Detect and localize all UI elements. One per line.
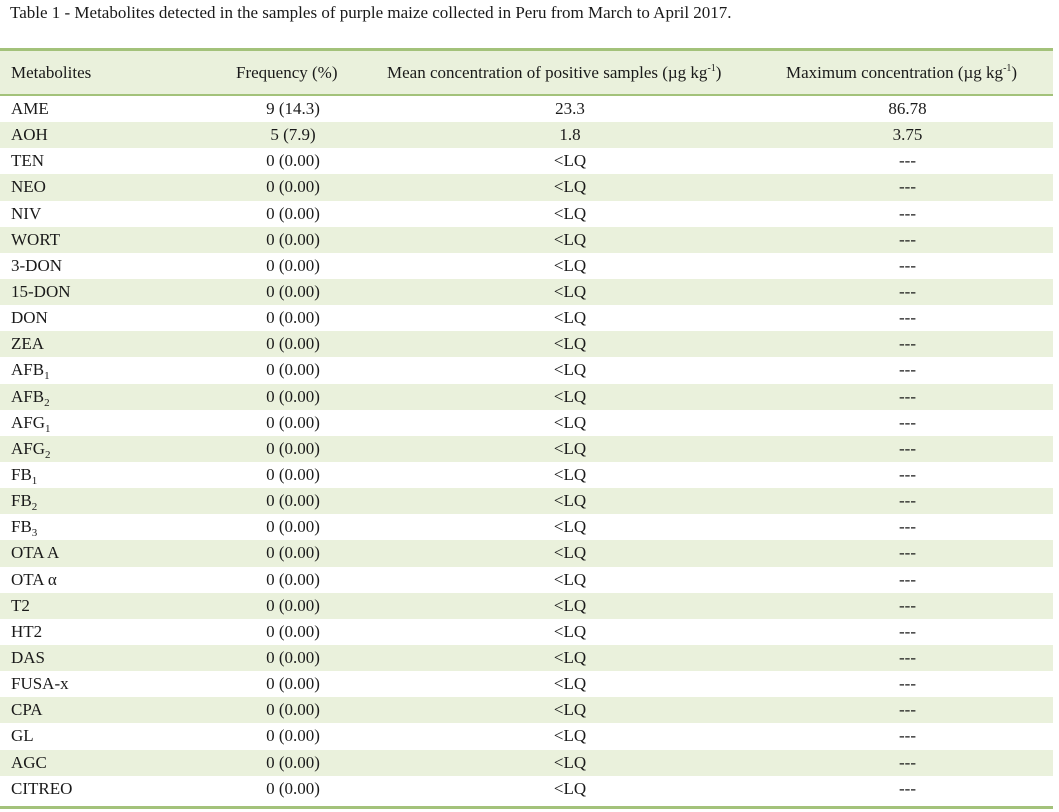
header-metabolites: Metabolites: [11, 63, 92, 82]
cell-mean-concentration: <LQ: [553, 778, 587, 798]
cell-frequency: 0 (0.00): [266, 229, 320, 249]
cell-max-concentration: ---: [899, 778, 916, 798]
table-header: [0, 51, 1053, 94]
cell-max-concentration: ---: [899, 203, 916, 223]
cell-max-concentration: ---: [899, 151, 916, 171]
cell-mean-concentration: <LQ: [553, 360, 587, 380]
table-caption: Table 1 - Metabolites detected in the samples of purple maize collected in Peru from March to April 2017.: [10, 3, 732, 22]
cell-mean-concentration: <LQ: [553, 255, 587, 275]
cell-mean-concentration: <LQ: [553, 569, 587, 589]
table-row: [0, 462, 1053, 488]
cell-metabolite: [11, 253, 62, 279]
cell-mean-concentration: <LQ: [553, 308, 587, 328]
metabolite-name: T2: [11, 595, 30, 615]
cell-metabolite: [11, 410, 51, 436]
cell-mean-concentration: 1.8: [559, 125, 581, 145]
cell-frequency: 0 (0.00): [266, 700, 320, 720]
cell-max-concentration: ---: [899, 386, 916, 406]
cell-mean-concentration: <LQ: [553, 595, 587, 615]
table-row: [0, 357, 1053, 383]
cell-frequency: 0 (0.00): [266, 438, 320, 458]
cell-mean-concentration: <LQ: [553, 438, 587, 458]
cell-metabolite: [11, 201, 41, 227]
header-mean-concentration: [387, 51, 721, 94]
table-row: [0, 148, 1053, 174]
cell-metabolite: [11, 514, 37, 540]
cell-max-concentration: ---: [899, 726, 916, 746]
metabolite-name: FB: [11, 491, 32, 511]
table-row: [0, 540, 1053, 566]
header-mean-sup: -1: [707, 63, 716, 74]
cell-max-concentration: 86.78: [888, 99, 927, 118]
cell-max-concentration: ---: [899, 595, 916, 615]
cell-frequency: 0 (0.00): [266, 778, 320, 798]
table-row: [0, 723, 1053, 749]
metabolite-name: AGC: [11, 752, 47, 772]
cell-max-concentration: 3.75: [892, 125, 923, 145]
cell-frequency: 0 (0.00): [266, 517, 320, 537]
cell-metabolite: [11, 540, 59, 566]
metabolite-name: CPA: [11, 700, 43, 720]
cell-metabolite: [11, 148, 44, 174]
cell-frequency: 0 (0.00): [266, 360, 320, 380]
cell-metabolite: [11, 619, 42, 645]
cell-metabolite: [11, 462, 37, 488]
cell-mean-concentration: <LQ: [553, 726, 587, 746]
cell-max-concentration: ---: [899, 255, 916, 275]
cell-max-concentration: ---: [899, 543, 916, 563]
metabolite-name: WORT: [11, 229, 61, 249]
metabolite-name: TEN: [11, 151, 45, 171]
cell-metabolite: [11, 488, 37, 514]
cell-metabolite: [11, 331, 44, 357]
table-row: [0, 514, 1053, 540]
table-bottom-rule: [0, 806, 1053, 809]
table-row: [0, 201, 1053, 227]
cell-mean-concentration: <LQ: [553, 700, 587, 720]
table-row: [0, 227, 1053, 253]
metabolite-name: DON: [11, 308, 48, 328]
metabolite-name: AFG: [11, 412, 46, 432]
metabolite-name: CITREO: [11, 778, 73, 798]
cell-frequency: 0 (0.00): [266, 621, 320, 641]
cell-frequency: 0 (0.00): [266, 203, 320, 223]
cell-metabolite: [11, 384, 50, 410]
metabolite-subscript: 1: [44, 370, 50, 383]
cell-mean-concentration: <LQ: [553, 151, 587, 171]
cell-mean-concentration: <LQ: [553, 281, 587, 301]
cell-metabolite: [11, 96, 49, 122]
cell-metabolite: [11, 227, 60, 253]
metabolite-name: NEO: [11, 177, 46, 197]
cell-max-concentration: ---: [899, 177, 916, 197]
header-frequency: Frequency (%): [236, 63, 338, 82]
metabolite-name: FUSA-x: [11, 674, 69, 694]
cell-max-concentration: ---: [899, 438, 916, 458]
cell-frequency: 9 (14.3): [266, 99, 320, 118]
metabolite-name: HT2: [11, 621, 43, 641]
cell-max-concentration: ---: [899, 700, 916, 720]
cell-frequency: 0 (0.00): [266, 334, 320, 354]
cell-metabolite: [11, 776, 72, 802]
cell-max-concentration: ---: [899, 674, 916, 694]
cell-max-concentration: ---: [899, 308, 916, 328]
metabolite-name: GL: [11, 726, 34, 746]
cell-frequency: 0 (0.00): [266, 412, 320, 432]
cell-metabolite: [11, 723, 34, 749]
table-row: [0, 567, 1053, 593]
cell-max-concentration: ---: [899, 569, 916, 589]
cell-metabolite: [11, 750, 47, 776]
cell-frequency: 0 (0.00): [266, 255, 320, 275]
cell-mean-concentration: <LQ: [553, 203, 587, 223]
cell-metabolite: [11, 567, 57, 593]
header-mean-suffix: ): [715, 63, 722, 82]
table-row: [0, 331, 1053, 357]
metabolite-name: AFB: [11, 386, 45, 406]
table-row: [0, 253, 1053, 279]
metabolite-subscript: 1: [45, 422, 51, 435]
metabolite-name: DAS: [11, 647, 46, 667]
cell-frequency: 5 (7.9): [270, 125, 316, 145]
cell-frequency: 0 (0.00): [266, 726, 320, 746]
cell-mean-concentration: 23.3: [555, 99, 585, 118]
metabolite-name: AME: [11, 99, 49, 118]
table-row: [0, 671, 1053, 697]
metabolite-name: ZEA: [11, 334, 45, 354]
table-row: [0, 305, 1053, 331]
table-row: [0, 697, 1053, 723]
metabolite-name: AOH: [11, 125, 48, 145]
cell-metabolite: [11, 305, 48, 331]
cell-mean-concentration: <LQ: [553, 412, 587, 432]
table-row: [0, 410, 1053, 436]
cell-frequency: 0 (0.00): [266, 281, 320, 301]
cell-mean-concentration: <LQ: [553, 229, 587, 249]
table-row: [0, 645, 1053, 671]
cell-mean-concentration: <LQ: [553, 334, 587, 354]
table-row: [0, 488, 1053, 514]
table-row: [0, 776, 1053, 802]
cell-metabolite: [11, 436, 51, 462]
table-row: [0, 593, 1053, 619]
table-row: [0, 96, 1053, 122]
metabolite-name: AFG: [11, 438, 46, 458]
metabolite-subscript: 2: [44, 396, 50, 409]
cell-mean-concentration: <LQ: [553, 674, 587, 694]
header-max-sup: -1: [1003, 63, 1012, 74]
cell-frequency: 0 (0.00): [266, 647, 320, 667]
cell-mean-concentration: <LQ: [553, 517, 587, 537]
metabolite-subscript: 3: [31, 527, 38, 540]
cell-metabolite: [11, 122, 48, 148]
cell-frequency: 0 (0.00): [266, 543, 320, 563]
table-row: [0, 750, 1053, 776]
cell-metabolite: [11, 357, 50, 383]
metabolite-name: NIV: [11, 203, 42, 223]
table-row: [0, 279, 1053, 305]
cell-frequency: 0 (0.00): [266, 752, 320, 772]
metabolite-subscript: 1: [31, 474, 38, 487]
metabolite-name: OTA α: [11, 569, 57, 589]
cell-mean-concentration: <LQ: [553, 543, 587, 563]
metabolite-subscript: 2: [45, 448, 51, 461]
cell-max-concentration: ---: [899, 517, 916, 537]
header-max-prefix: Maximum concentration (µg kg: [786, 63, 1004, 82]
cell-mean-concentration: <LQ: [553, 491, 587, 511]
cell-metabolite: [11, 671, 69, 697]
cell-metabolite: [11, 697, 43, 723]
header-max-suffix: ): [1011, 63, 1018, 82]
cell-mean-concentration: <LQ: [553, 752, 587, 772]
cell-max-concentration: ---: [899, 281, 916, 301]
cell-frequency: 0 (0.00): [266, 177, 320, 197]
cell-max-concentration: ---: [899, 229, 916, 249]
table-body: [0, 96, 1053, 802]
cell-frequency: 0 (0.00): [266, 386, 320, 406]
cell-max-concentration: ---: [899, 621, 916, 641]
table-row: [0, 122, 1053, 148]
cell-frequency: 0 (0.00): [266, 464, 320, 484]
cell-frequency: 0 (0.00): [266, 308, 320, 328]
header-max-concentration: [786, 51, 1017, 94]
metabolite-name: 15-DON: [11, 281, 71, 301]
table-row: [0, 384, 1053, 410]
cell-mean-concentration: <LQ: [553, 386, 587, 406]
cell-metabolite: [11, 279, 71, 305]
table-row: [0, 619, 1053, 645]
cell-frequency: 0 (0.00): [266, 595, 320, 615]
cell-max-concentration: ---: [899, 412, 916, 432]
cell-mean-concentration: <LQ: [553, 177, 587, 197]
cell-max-concentration: ---: [899, 334, 916, 354]
cell-max-concentration: ---: [899, 360, 916, 380]
metabolite-name: OTA A: [11, 543, 60, 563]
cell-max-concentration: ---: [899, 647, 916, 667]
cell-max-concentration: ---: [899, 464, 916, 484]
cell-max-concentration: ---: [899, 752, 916, 772]
metabolite-name: AFB: [11, 360, 45, 380]
metabolite-name: 3-DON: [11, 255, 62, 275]
table-row: [0, 436, 1053, 462]
cell-mean-concentration: <LQ: [553, 621, 587, 641]
cell-max-concentration: ---: [899, 491, 916, 511]
cell-metabolite: [11, 645, 45, 671]
cell-mean-concentration: <LQ: [553, 647, 587, 667]
cell-frequency: 0 (0.00): [266, 151, 320, 171]
cell-frequency: 0 (0.00): [266, 674, 320, 694]
cell-frequency: 0 (0.00): [266, 569, 320, 589]
cell-metabolite: [11, 174, 46, 200]
metabolite-name: FB: [11, 464, 32, 484]
cell-mean-concentration: <LQ: [553, 464, 587, 484]
metabolite-name: FB: [11, 517, 32, 537]
header-mean-prefix: Mean concentration of positive samples (µg kg: [387, 63, 708, 82]
metabolite-subscript: 2: [31, 501, 38, 514]
table-row: [0, 174, 1053, 200]
cell-frequency: 0 (0.00): [266, 491, 320, 511]
cell-metabolite: [11, 593, 30, 619]
